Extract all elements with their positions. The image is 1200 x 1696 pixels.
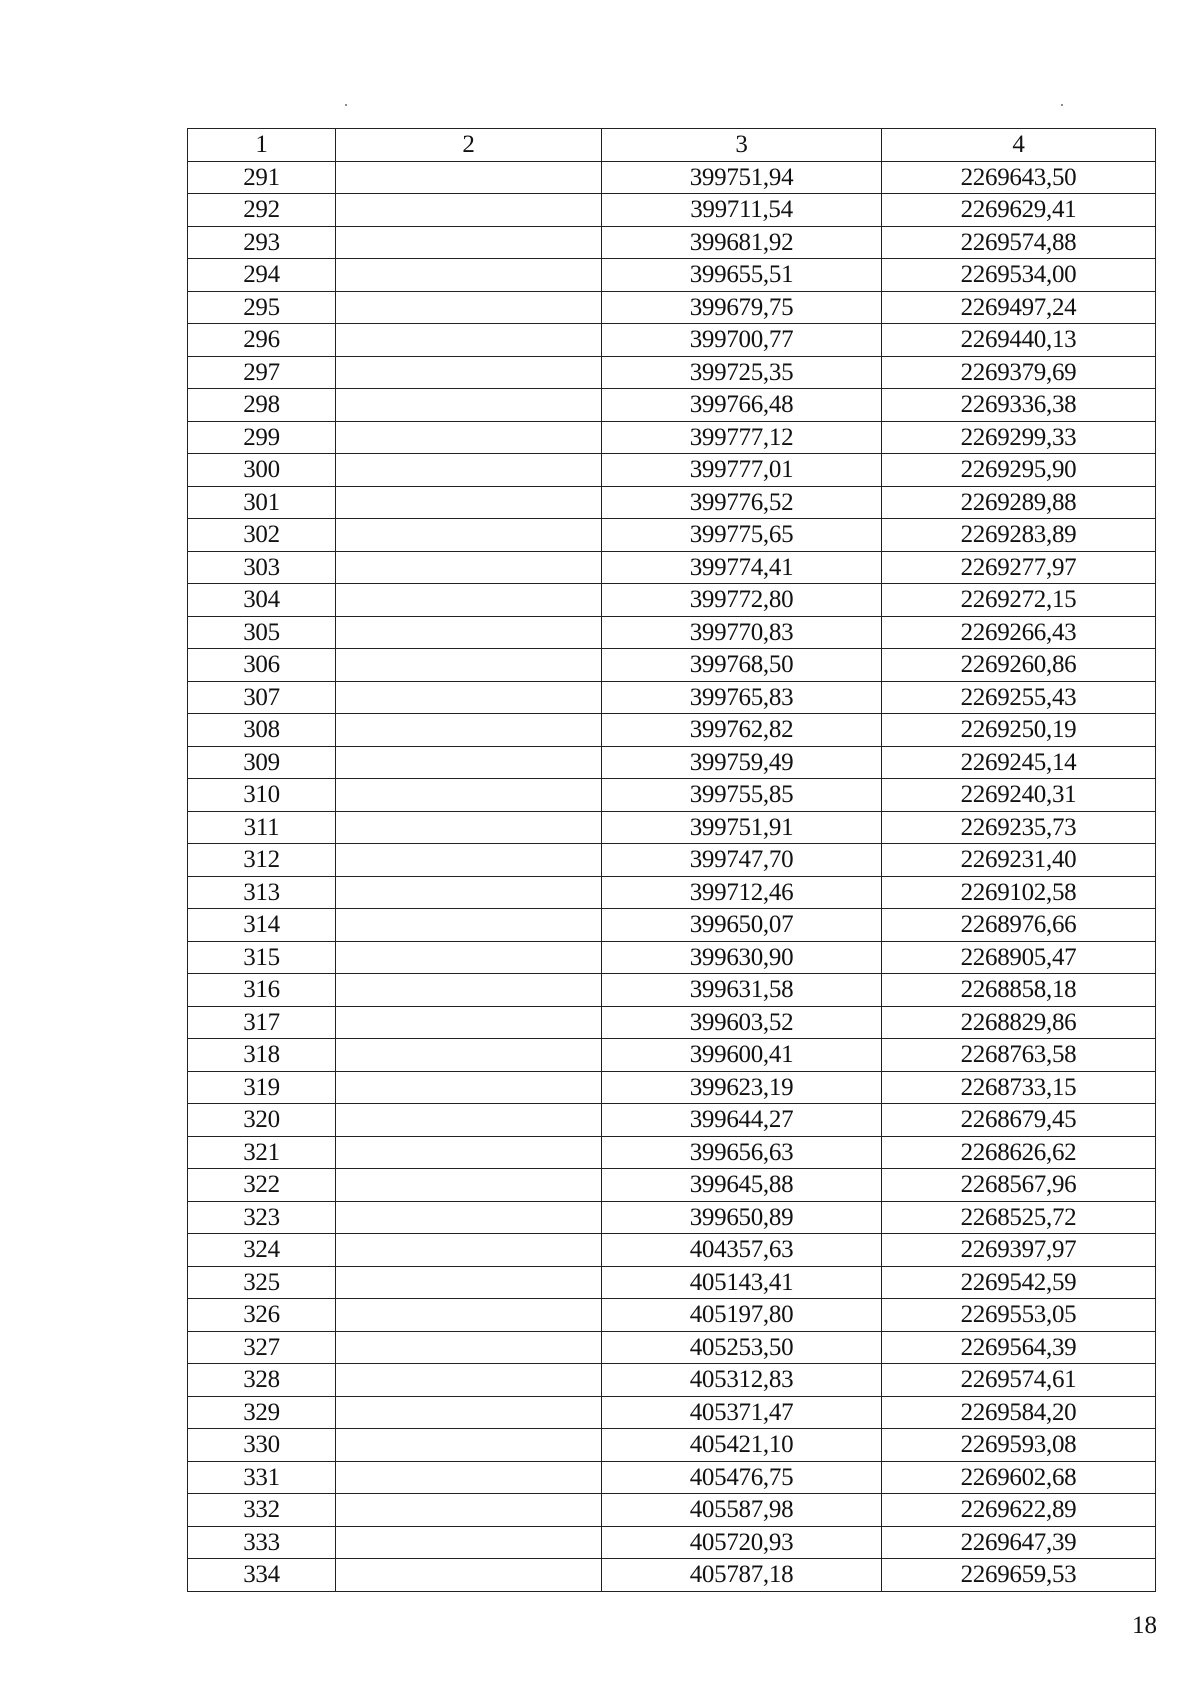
x-coordinate-cell: 399770,83 bbox=[602, 616, 882, 649]
column-header-2: 2 bbox=[336, 129, 602, 162]
point-number-cell: 325 bbox=[188, 1266, 336, 1299]
table-row bbox=[188, 941, 1156, 974]
description-cell bbox=[336, 356, 602, 389]
point-number-cell: 326 bbox=[188, 1299, 336, 1332]
y-coordinate-cell: 2269245,14 bbox=[882, 746, 1156, 779]
point-number-cell: 316 bbox=[188, 974, 336, 1007]
y-coordinate-cell: 2269574,61 bbox=[882, 1364, 1156, 1397]
y-coordinate-cell: 2269295,90 bbox=[882, 454, 1156, 487]
point-number-cell: 317 bbox=[188, 1006, 336, 1039]
x-coordinate-cell: 399644,27 bbox=[602, 1104, 882, 1137]
x-coordinate-cell: 399768,50 bbox=[602, 649, 882, 682]
x-coordinate-cell: 405197,80 bbox=[602, 1299, 882, 1332]
x-coordinate-cell: 405143,41 bbox=[602, 1266, 882, 1299]
column-header-1: 1 bbox=[188, 129, 336, 162]
point-number-cell: 308 bbox=[188, 714, 336, 747]
y-coordinate-cell: 2268858,18 bbox=[882, 974, 1156, 1007]
table-body bbox=[188, 161, 1156, 1591]
table-row bbox=[188, 1364, 1156, 1397]
x-coordinate-cell: 399623,19 bbox=[602, 1071, 882, 1104]
y-coordinate-cell: 2269231,40 bbox=[882, 844, 1156, 877]
description-cell bbox=[336, 1169, 602, 1202]
table-row bbox=[188, 844, 1156, 877]
description-cell bbox=[336, 1559, 602, 1592]
y-coordinate-cell: 2269659,53 bbox=[882, 1559, 1156, 1592]
description-cell bbox=[336, 1201, 602, 1234]
point-number-cell: 296 bbox=[188, 324, 336, 357]
description-cell bbox=[336, 421, 602, 454]
y-coordinate-cell: 2269336,38 bbox=[882, 389, 1156, 422]
description-cell bbox=[336, 974, 602, 1007]
y-coordinate-cell: 2269240,31 bbox=[882, 779, 1156, 812]
table-row bbox=[188, 1169, 1156, 1202]
x-coordinate-cell: 405587,98 bbox=[602, 1494, 882, 1527]
x-coordinate-cell: 405476,75 bbox=[602, 1461, 882, 1494]
x-coordinate-cell: 405720,93 bbox=[602, 1526, 882, 1559]
point-number-cell: 297 bbox=[188, 356, 336, 389]
point-number-cell: 319 bbox=[188, 1071, 336, 1104]
y-coordinate-cell: 2268626,62 bbox=[882, 1136, 1156, 1169]
description-cell bbox=[336, 1104, 602, 1137]
description-cell bbox=[336, 649, 602, 682]
table-row bbox=[188, 259, 1156, 292]
y-coordinate-cell: 2269397,97 bbox=[882, 1234, 1156, 1267]
table-row bbox=[188, 1559, 1156, 1592]
y-coordinate-cell: 2268567,96 bbox=[882, 1169, 1156, 1202]
scan-speck bbox=[345, 104, 347, 106]
point-number-cell: 320 bbox=[188, 1104, 336, 1137]
table-row bbox=[188, 1494, 1156, 1527]
point-number-cell: 323 bbox=[188, 1201, 336, 1234]
point-number-cell: 324 bbox=[188, 1234, 336, 1267]
description-cell bbox=[336, 811, 602, 844]
table-row bbox=[188, 486, 1156, 519]
table-row bbox=[188, 779, 1156, 812]
description-cell bbox=[336, 194, 602, 227]
description-cell bbox=[336, 1526, 602, 1559]
y-coordinate-cell: 2269542,59 bbox=[882, 1266, 1156, 1299]
description-cell bbox=[336, 1299, 602, 1332]
table-row bbox=[188, 1071, 1156, 1104]
description-cell bbox=[336, 454, 602, 487]
table-row bbox=[188, 811, 1156, 844]
table-row bbox=[188, 909, 1156, 942]
y-coordinate-cell: 2269272,15 bbox=[882, 584, 1156, 617]
x-coordinate-cell: 399681,92 bbox=[602, 226, 882, 259]
y-coordinate-cell: 2269497,24 bbox=[882, 291, 1156, 324]
y-coordinate-cell: 2268905,47 bbox=[882, 941, 1156, 974]
x-coordinate-cell: 399712,46 bbox=[602, 876, 882, 909]
x-coordinate-cell: 399766,48 bbox=[602, 389, 882, 422]
description-cell bbox=[336, 584, 602, 617]
x-coordinate-cell: 399725,35 bbox=[602, 356, 882, 389]
table-row bbox=[188, 1136, 1156, 1169]
point-number-cell: 295 bbox=[188, 291, 336, 324]
y-coordinate-cell: 2269622,89 bbox=[882, 1494, 1156, 1527]
point-number-cell: 300 bbox=[188, 454, 336, 487]
x-coordinate-cell: 399751,91 bbox=[602, 811, 882, 844]
y-coordinate-cell: 2269584,20 bbox=[882, 1396, 1156, 1429]
description-cell bbox=[336, 519, 602, 552]
x-coordinate-cell: 399772,80 bbox=[602, 584, 882, 617]
description-cell bbox=[336, 1429, 602, 1462]
y-coordinate-cell: 2269250,19 bbox=[882, 714, 1156, 747]
description-cell bbox=[336, 1136, 602, 1169]
column-header-4: 4 bbox=[882, 129, 1156, 162]
x-coordinate-cell: 399656,63 bbox=[602, 1136, 882, 1169]
y-coordinate-cell: 2269235,73 bbox=[882, 811, 1156, 844]
description-cell bbox=[336, 1039, 602, 1072]
table-row bbox=[188, 1201, 1156, 1234]
table-row bbox=[188, 681, 1156, 714]
scan-speck bbox=[1061, 104, 1063, 106]
x-coordinate-cell: 399759,49 bbox=[602, 746, 882, 779]
point-number-cell: 331 bbox=[188, 1461, 336, 1494]
point-number-cell: 304 bbox=[188, 584, 336, 617]
y-coordinate-cell: 2269629,41 bbox=[882, 194, 1156, 227]
table-row bbox=[188, 519, 1156, 552]
y-coordinate-cell: 2268733,15 bbox=[882, 1071, 1156, 1104]
table-row bbox=[188, 876, 1156, 909]
description-cell bbox=[336, 551, 602, 584]
point-number-cell: 309 bbox=[188, 746, 336, 779]
description-cell bbox=[336, 746, 602, 779]
table-row bbox=[188, 356, 1156, 389]
x-coordinate-cell: 405253,50 bbox=[602, 1331, 882, 1364]
x-coordinate-cell: 399650,07 bbox=[602, 909, 882, 942]
table-row bbox=[188, 454, 1156, 487]
y-coordinate-cell: 2269647,39 bbox=[882, 1526, 1156, 1559]
x-coordinate-cell: 399631,58 bbox=[602, 974, 882, 1007]
description-cell bbox=[336, 1461, 602, 1494]
y-coordinate-cell: 2269440,13 bbox=[882, 324, 1156, 357]
point-number-cell: 303 bbox=[188, 551, 336, 584]
point-number-cell: 293 bbox=[188, 226, 336, 259]
point-number-cell: 322 bbox=[188, 1169, 336, 1202]
description-cell bbox=[336, 324, 602, 357]
x-coordinate-cell: 399775,65 bbox=[602, 519, 882, 552]
table-row bbox=[188, 226, 1156, 259]
point-number-cell: 314 bbox=[188, 909, 336, 942]
description-cell bbox=[336, 779, 602, 812]
description-cell bbox=[336, 941, 602, 974]
x-coordinate-cell: 399774,41 bbox=[602, 551, 882, 584]
point-number-cell: 329 bbox=[188, 1396, 336, 1429]
table-row bbox=[188, 194, 1156, 227]
point-number-cell: 307 bbox=[188, 681, 336, 714]
x-coordinate-cell: 399777,12 bbox=[602, 421, 882, 454]
table-row bbox=[188, 421, 1156, 454]
point-number-cell: 328 bbox=[188, 1364, 336, 1397]
x-coordinate-cell: 405787,18 bbox=[602, 1559, 882, 1592]
table-row bbox=[188, 1396, 1156, 1429]
y-coordinate-cell: 2269564,39 bbox=[882, 1331, 1156, 1364]
point-number-cell: 311 bbox=[188, 811, 336, 844]
y-coordinate-cell: 2268976,66 bbox=[882, 909, 1156, 942]
table-row bbox=[188, 1331, 1156, 1364]
y-coordinate-cell: 2269553,05 bbox=[882, 1299, 1156, 1332]
y-coordinate-cell: 2269255,43 bbox=[882, 681, 1156, 714]
x-coordinate-cell: 399751,94 bbox=[602, 161, 882, 194]
table-row bbox=[188, 291, 1156, 324]
table-row bbox=[188, 1429, 1156, 1462]
point-number-cell: 292 bbox=[188, 194, 336, 227]
page-number: 18 bbox=[1132, 1612, 1157, 1639]
description-cell bbox=[336, 1006, 602, 1039]
y-coordinate-cell: 2269643,50 bbox=[882, 161, 1156, 194]
x-coordinate-cell: 405421,10 bbox=[602, 1429, 882, 1462]
table-row bbox=[188, 974, 1156, 1007]
table-row bbox=[188, 1461, 1156, 1494]
y-coordinate-cell: 2269283,89 bbox=[882, 519, 1156, 552]
x-coordinate-cell: 405312,83 bbox=[602, 1364, 882, 1397]
point-number-cell: 312 bbox=[188, 844, 336, 877]
y-coordinate-cell: 2268829,86 bbox=[882, 1006, 1156, 1039]
point-number-cell: 291 bbox=[188, 161, 336, 194]
description-cell bbox=[336, 1266, 602, 1299]
description-cell bbox=[336, 1331, 602, 1364]
point-number-cell: 294 bbox=[188, 259, 336, 292]
table-row bbox=[188, 1234, 1156, 1267]
y-coordinate-cell: 2269593,08 bbox=[882, 1429, 1156, 1462]
point-number-cell: 315 bbox=[188, 941, 336, 974]
y-coordinate-cell: 2269534,00 bbox=[882, 259, 1156, 292]
description-cell bbox=[336, 1494, 602, 1527]
y-coordinate-cell: 2269602,68 bbox=[882, 1461, 1156, 1494]
y-coordinate-cell: 2269277,97 bbox=[882, 551, 1156, 584]
point-number-cell: 334 bbox=[188, 1559, 336, 1592]
table-row bbox=[188, 1266, 1156, 1299]
point-number-cell: 302 bbox=[188, 519, 336, 552]
point-number-cell: 330 bbox=[188, 1429, 336, 1462]
point-number-cell: 327 bbox=[188, 1331, 336, 1364]
point-number-cell: 318 bbox=[188, 1039, 336, 1072]
description-cell bbox=[336, 161, 602, 194]
table-row bbox=[188, 551, 1156, 584]
description-cell bbox=[336, 714, 602, 747]
table-row bbox=[188, 161, 1156, 194]
description-cell bbox=[336, 1396, 602, 1429]
description-cell bbox=[336, 844, 602, 877]
x-coordinate-cell: 405371,47 bbox=[602, 1396, 882, 1429]
table-row bbox=[188, 389, 1156, 422]
description-cell bbox=[336, 909, 602, 942]
y-coordinate-cell: 2269299,33 bbox=[882, 421, 1156, 454]
table-row bbox=[188, 714, 1156, 747]
point-number-cell: 298 bbox=[188, 389, 336, 422]
x-coordinate-cell: 399650,89 bbox=[602, 1201, 882, 1234]
y-coordinate-cell: 2269574,88 bbox=[882, 226, 1156, 259]
table-header-row bbox=[188, 129, 1156, 162]
table-row bbox=[188, 649, 1156, 682]
point-number-cell: 305 bbox=[188, 616, 336, 649]
x-coordinate-cell: 399711,54 bbox=[602, 194, 882, 227]
x-coordinate-cell: 399700,77 bbox=[602, 324, 882, 357]
point-number-cell: 332 bbox=[188, 1494, 336, 1527]
table-row bbox=[188, 616, 1156, 649]
y-coordinate-cell: 2269289,88 bbox=[882, 486, 1156, 519]
y-coordinate-cell: 2268763,58 bbox=[882, 1039, 1156, 1072]
point-number-cell: 313 bbox=[188, 876, 336, 909]
y-coordinate-cell: 2268525,72 bbox=[882, 1201, 1156, 1234]
point-number-cell: 321 bbox=[188, 1136, 336, 1169]
point-number-cell: 310 bbox=[188, 779, 336, 812]
x-coordinate-cell: 404357,63 bbox=[602, 1234, 882, 1267]
point-number-cell: 306 bbox=[188, 649, 336, 682]
table-row bbox=[188, 324, 1156, 357]
x-coordinate-cell: 399655,51 bbox=[602, 259, 882, 292]
x-coordinate-cell: 399630,90 bbox=[602, 941, 882, 974]
point-number-cell: 333 bbox=[188, 1526, 336, 1559]
y-coordinate-cell: 2269260,86 bbox=[882, 649, 1156, 682]
y-coordinate-cell: 2269266,43 bbox=[882, 616, 1156, 649]
x-coordinate-cell: 399765,83 bbox=[602, 681, 882, 714]
description-cell bbox=[336, 1364, 602, 1397]
table-row bbox=[188, 1526, 1156, 1559]
description-cell bbox=[336, 389, 602, 422]
x-coordinate-cell: 399776,52 bbox=[602, 486, 882, 519]
x-coordinate-cell: 399600,41 bbox=[602, 1039, 882, 1072]
table-row bbox=[188, 1039, 1156, 1072]
point-number-cell: 299 bbox=[188, 421, 336, 454]
table-row bbox=[188, 584, 1156, 617]
table-row bbox=[188, 1006, 1156, 1039]
x-coordinate-cell: 399747,70 bbox=[602, 844, 882, 877]
description-cell bbox=[336, 681, 602, 714]
description-cell bbox=[336, 226, 602, 259]
y-coordinate-cell: 2269379,69 bbox=[882, 356, 1156, 389]
x-coordinate-cell: 399755,85 bbox=[602, 779, 882, 812]
description-cell bbox=[336, 259, 602, 292]
column-header-3: 3 bbox=[602, 129, 882, 162]
description-cell bbox=[336, 616, 602, 649]
description-cell bbox=[336, 486, 602, 519]
x-coordinate-cell: 399777,01 bbox=[602, 454, 882, 487]
x-coordinate-cell: 399679,75 bbox=[602, 291, 882, 324]
x-coordinate-cell: 399762,82 bbox=[602, 714, 882, 747]
table-row bbox=[188, 1104, 1156, 1137]
table-row bbox=[188, 746, 1156, 779]
y-coordinate-cell: 2268679,45 bbox=[882, 1104, 1156, 1137]
description-cell bbox=[336, 1234, 602, 1267]
description-cell bbox=[336, 291, 602, 324]
point-number-cell: 301 bbox=[188, 486, 336, 519]
x-coordinate-cell: 399645,88 bbox=[602, 1169, 882, 1202]
y-coordinate-cell: 2269102,58 bbox=[882, 876, 1156, 909]
table-row bbox=[188, 1299, 1156, 1332]
coordinates-table bbox=[187, 128, 1156, 1592]
description-cell bbox=[336, 876, 602, 909]
description-cell bbox=[336, 1071, 602, 1104]
x-coordinate-cell: 399603,52 bbox=[602, 1006, 882, 1039]
